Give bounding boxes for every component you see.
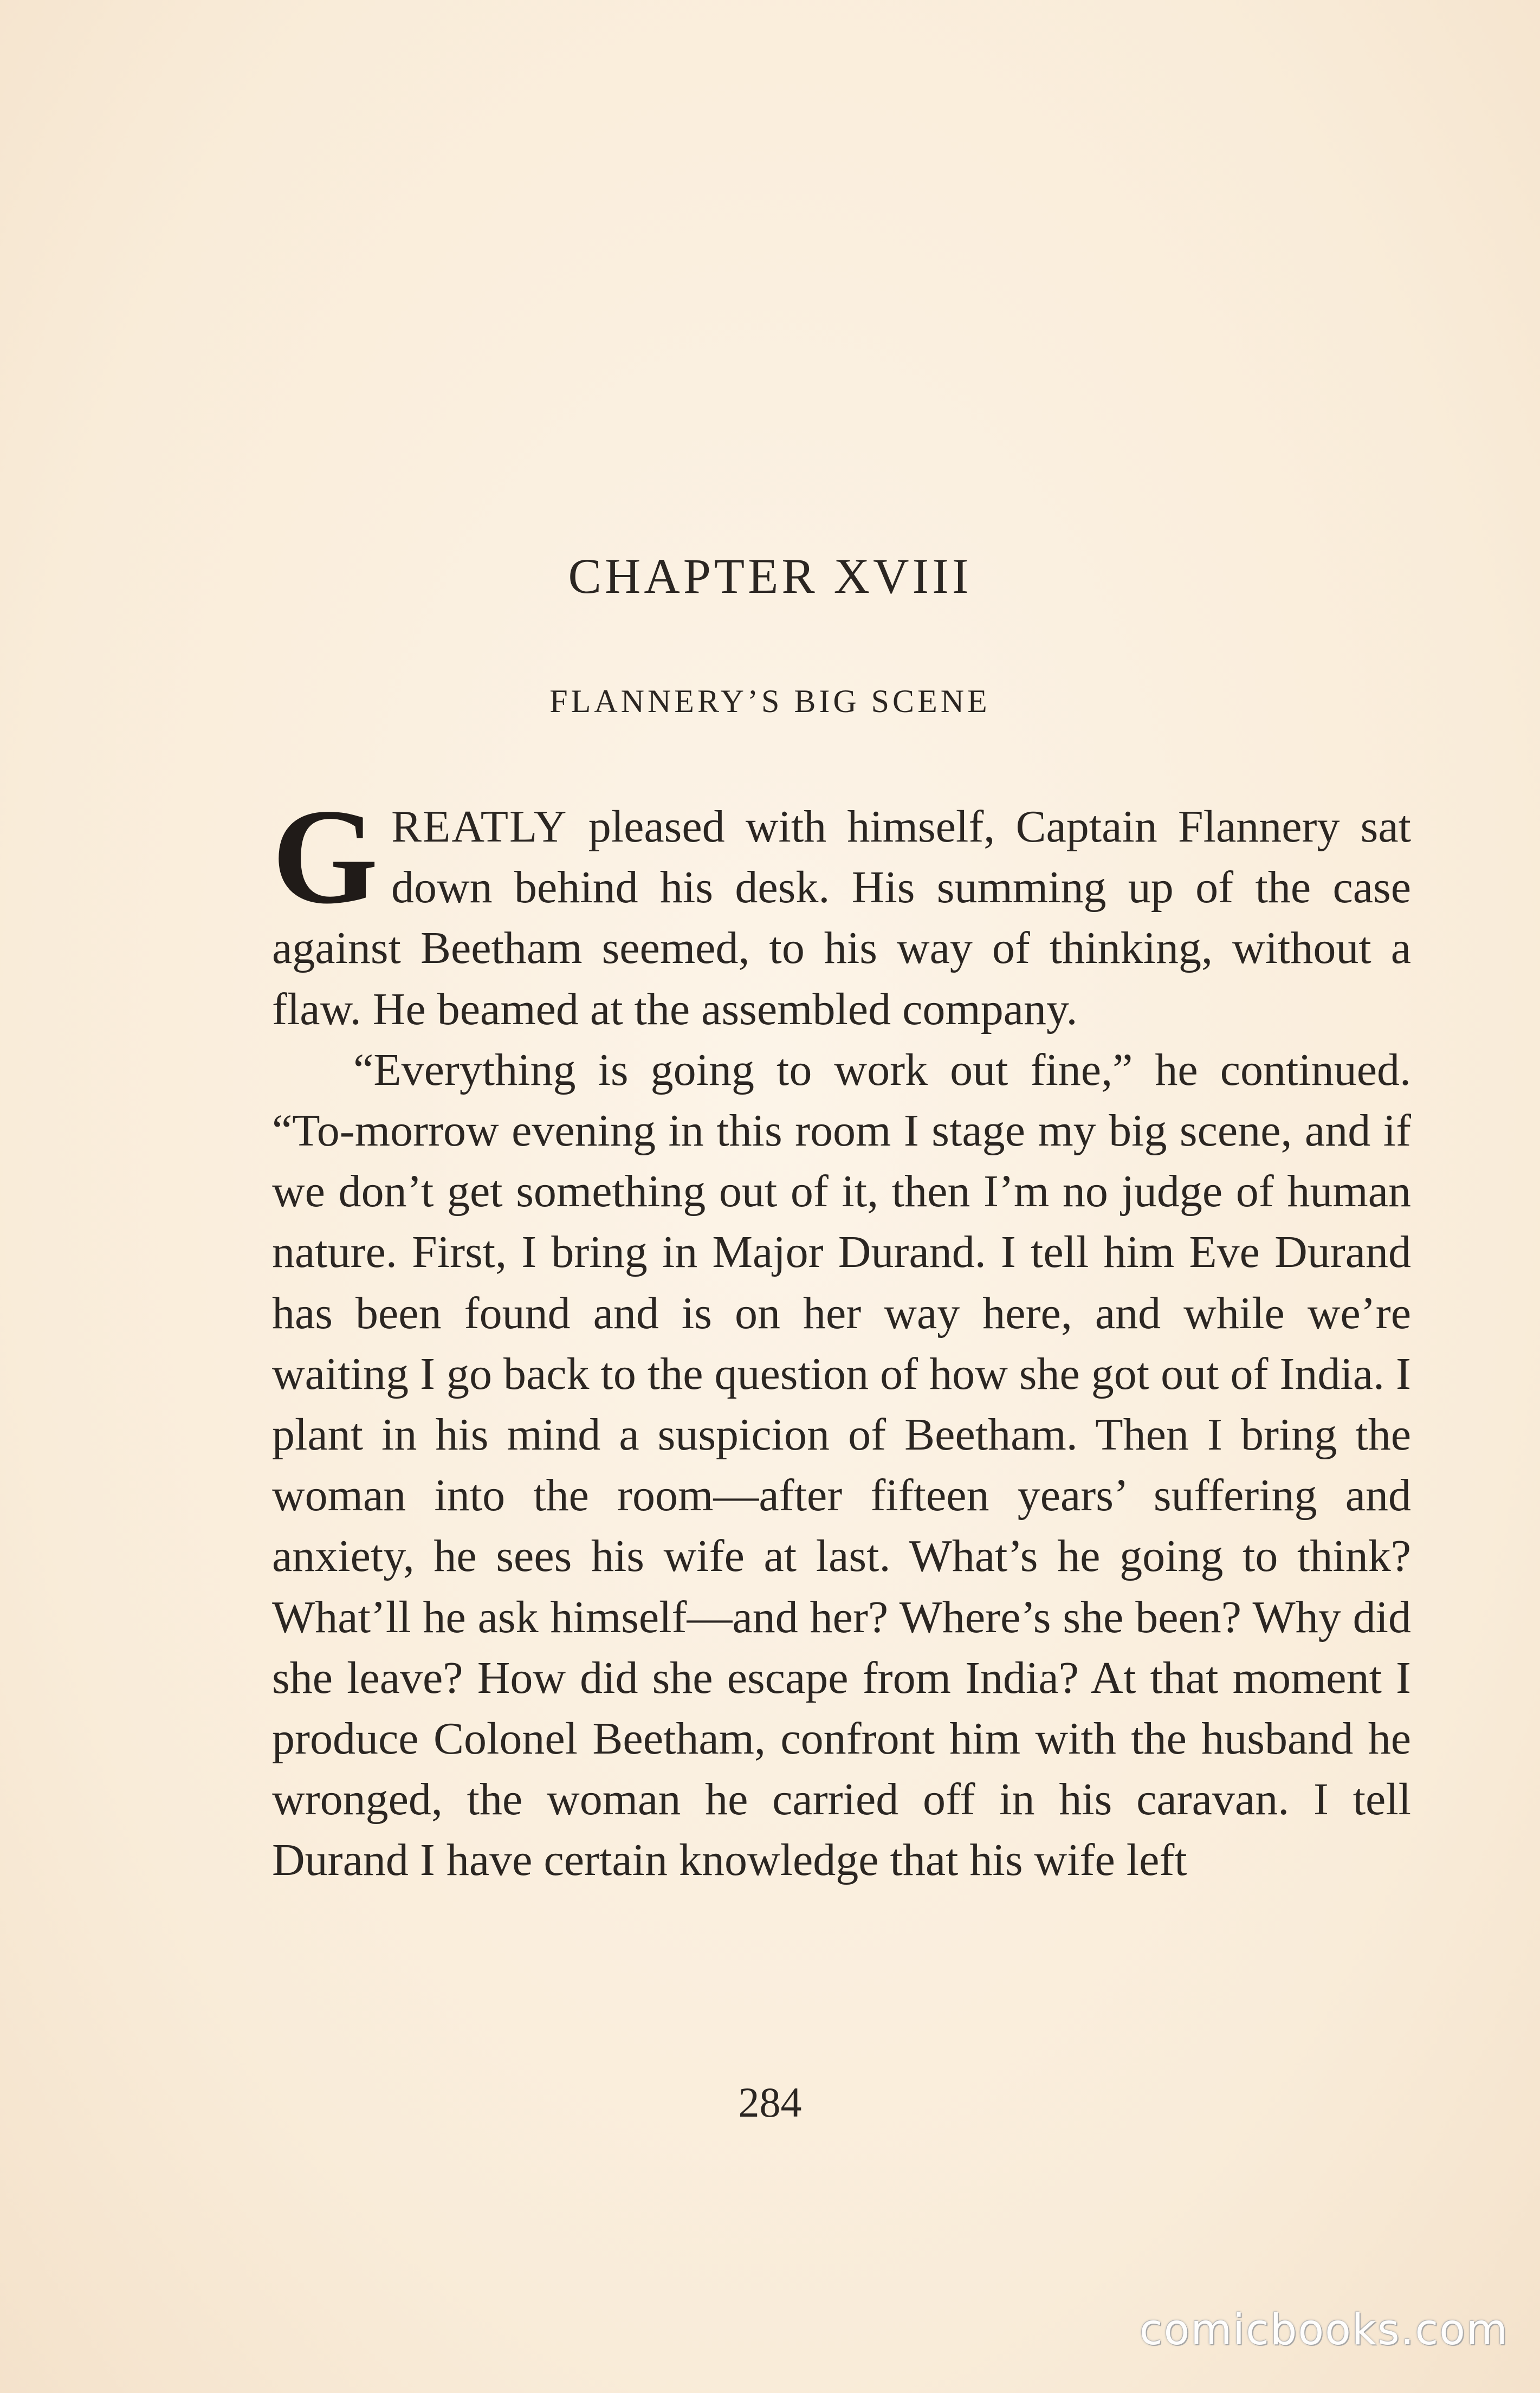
paragraph-2: “Everything is going to work out fine,” he continued. “To-morrow evening in this room I stage my big scene, and if we don’t get something out of it, then I’m no judge of human nature. First, I bring in Major Durand. I tell him Eve Durand has been found and is on her way here, and while we’re waiting I go back to the question of how she got out of India. I plant in his mind a suspicion of Beetham. Then I bring the woman into the room—after fifteen years’ suffering and anxiety, he sees his wife at last. What’s he going to think? What’ll he ask himself—and her? Where’s she been? Why did she leave? How did she escape from India? At that moment I produce Colonel Beetham, confront him with the husband he wronged, the woman he carried off in his caravan. I tell Durand I have certain knowledge that his wife left <box>272 1044 1411 1886</box>
opening-caps: REATLY <box>391 801 568 852</box>
chapter-title: CHAPTER XVIII <box>568 548 972 604</box>
watermark: comicbooks.com <box>1139 2306 1509 2355</box>
paragraph-1 <box>272 780 1411 1040</box>
drop-cap: G <box>272 780 379 932</box>
paragraph-1-text: pleased with himself, Captain Flannery sat down behind his desk. His summing up of the case against Beetham seemed, to his way of thinking, without a flaw. He beamed at the assembled company. <box>272 801 1411 1034</box>
chapter-subtitle: FLANNERY’S BIG SCENE <box>549 683 991 719</box>
chapter-body <box>272 780 1411 1891</box>
page-number: 284 <box>738 2079 802 2126</box>
